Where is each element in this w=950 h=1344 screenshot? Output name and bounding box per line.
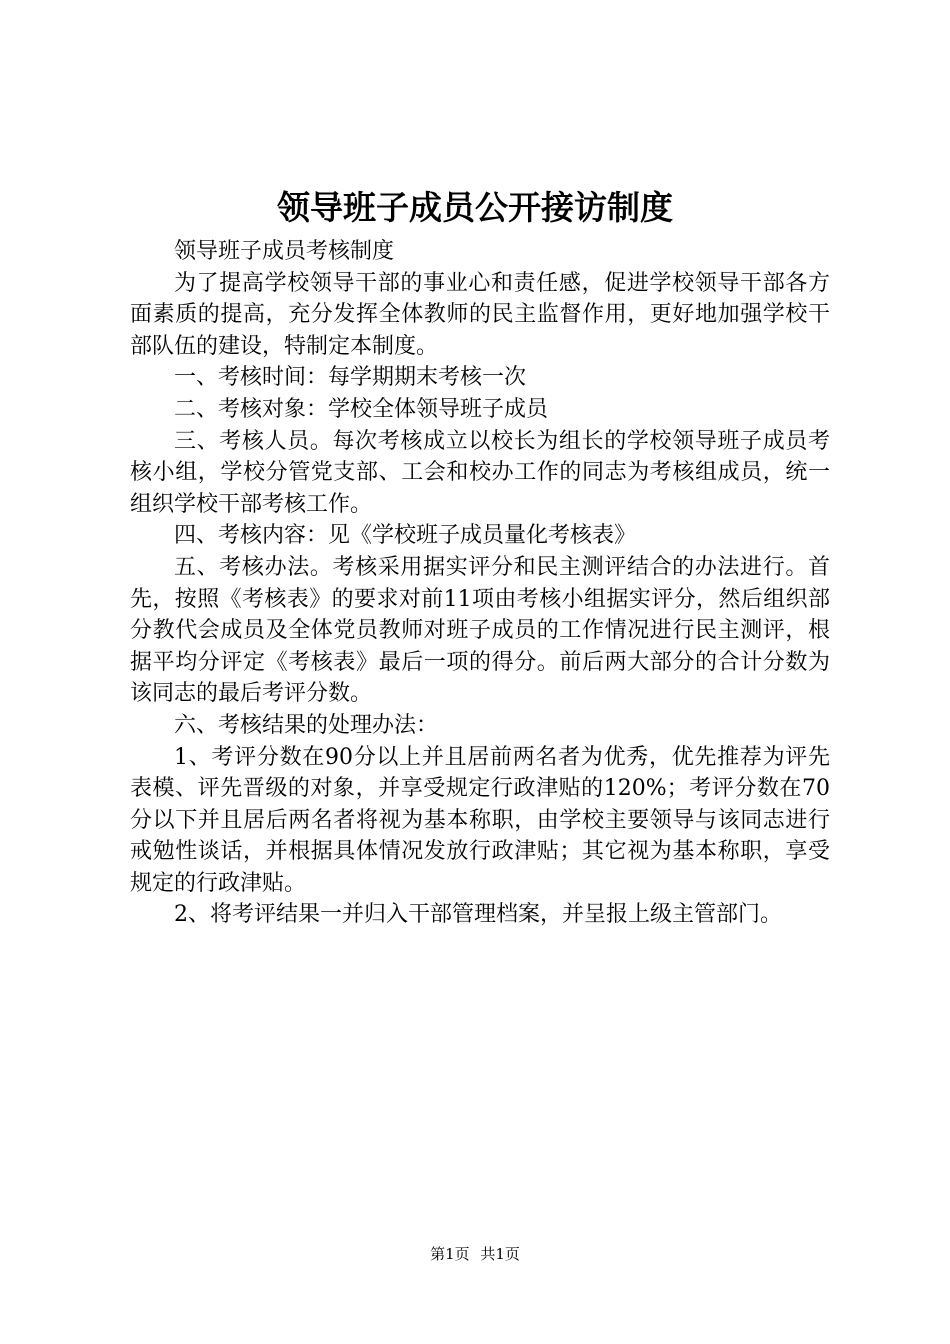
page-number: 第1页 <box>430 1245 470 1263</box>
section-method: 五、考核办法。考核采用据实评分和民主测评结合的办法进行。首先，按照《考核表》的要求对前11项由考核小组据实评分，然后组织部分教代会成员及全体党员教师对班子成员的工作情况进行民主测评，根据平均分评定《考核表》最后一项的得分。前后两大部分的合计分数为该同志的最后考评分数。 <box>130 554 830 707</box>
section-results: 六、考核结果的处理办法： <box>174 712 439 738</box>
section-time: 一、考核时间：每学期期末考核一次 <box>174 365 527 391</box>
intro-paragraph: 为了提高学校领导干部的事业心和责任感，促进学校领导干部各方面素质的提高，充分发挥全体教师的民主监督作用，更好地加强学校干部队伍的建设，特制定本制度。 <box>130 270 830 359</box>
page-total: 共1页 <box>480 1245 520 1263</box>
section-subject: 二、考核对象：学校全体领导班子成员 <box>174 396 549 422</box>
results-item-1: 1、考评分数在90分以上并且居前两名者为优秀，优先推荐为评先表模、评先晋级的对象，并享受规定行政津贴的120%；考评分数在70分以下并且居后两名者将视为基本称职，由学校主要领导与该同志进行戒勉性谈话，并根据具体情况发放行政津贴；其它视为基本称职，享受规定的行政津贴。 <box>130 744 830 896</box>
page-footer <box>0 1243 950 1265</box>
section-personnel: 三、考核人员。每次考核成立以校长为组长的学校领导班子成员考核小组，学校分管党支部、工会和校办工作的同志为考核组成员，统一组织学校干部考核工作。 <box>130 428 830 517</box>
results-item-2: 2、将考评结果一并归入干部管理档案，并呈报上级主管部门。 <box>174 902 782 928</box>
subtitle-paragraph: 领导班子成员考核制度 <box>174 239 395 264</box>
document-title: 领导班子成员公开接访制度 <box>277 188 673 227</box>
document-body <box>130 236 830 931</box>
section-content: 四、考核内容：见《学校班子成员量化考核表》 <box>174 523 637 549</box>
